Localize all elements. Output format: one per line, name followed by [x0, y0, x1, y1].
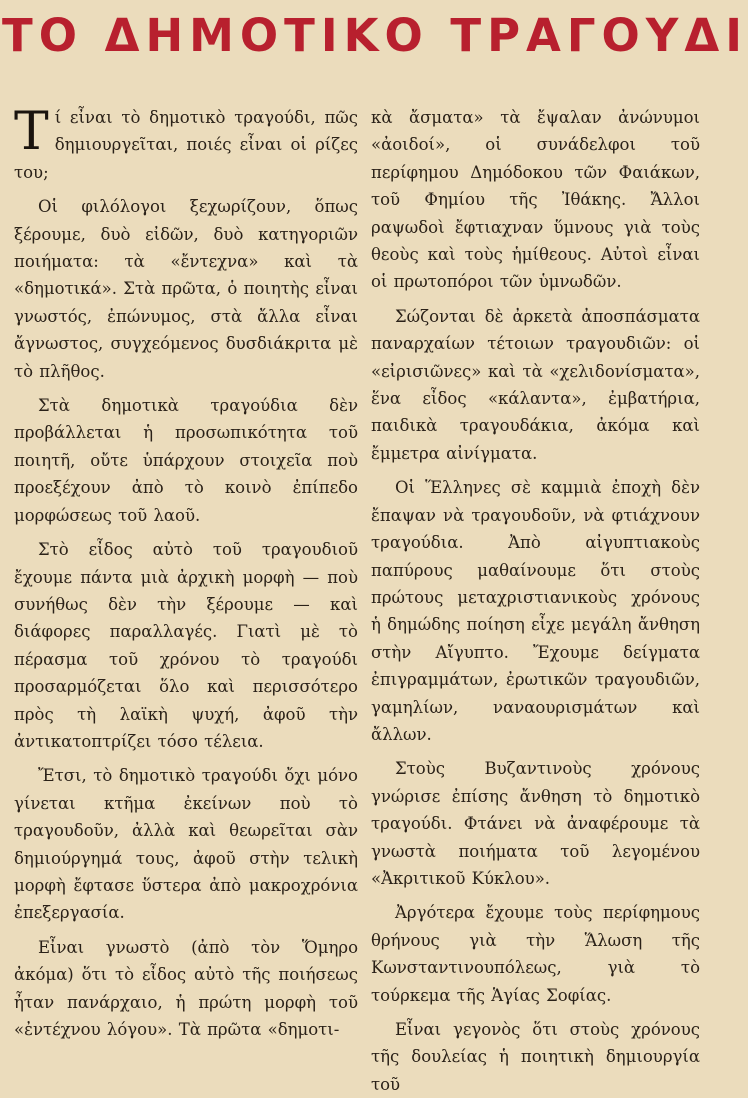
article-paragraph: Ἔτσι, τὸ δημοτικὸ τραγούδι ὄχι μόνο γίνεται κτῆμα ἐκείνων ποὺ τὸ τραγουδοῦν, ἀλλὰ καὶ θεωρεῖται σὰν δημιούργημά τους, ἀφοῦ στὴν τελικὴ μορφὴ ἔφτασε ὕστερα ἀπὸ μακροχρόνια ἐπεξεργασία.: [14, 766, 358, 923]
article-body: [0, 102, 700, 1094]
article-paragraph: Στοὺς Βυζαντινοὺς χρόνους γνώρισε ἐπίσης ἄνθηση τὸ δημοτικὸ τραγούδι. Φτάνει νὰ ἀναφέρουμε τὰ γνωστὰ ποιήματα τοῦ λεγομένου «Ἀκριτικοῦ Κύκλου».: [371, 759, 700, 888]
article-paragraph: [14, 104, 358, 186]
article-paragraph: Οἱ Ἕλληνες σὲ καμμιὰ ἐποχὴ δὲν ἔπαψαν νὰ τραγουδοῦν, νὰ φτιάχνουν τραγούδια. Ἀπὸ αἰγυπτιακοὺς παπύρους μαθαίνουμε ὅτι στοὺς πρώτους μεταχριστιανικοὺς χρόνους ἡ δημώδης ποίηση εἶχε μεγάλη ἄνθηση στὴν Αἴγυπτο. Ἔχουμε δείγματα ἐπιγραμμάτων, ἐρωτικῶν τραγουδιῶν, γαμηλίων, ναναουρισμάτων καὶ ἄλλων.: [371, 478, 700, 744]
page-title: ΤΟ ΔΗΜΟΤΙΚΟ ΤΡΑΓΟΥΔΙ: [2, 9, 748, 62]
paragraph-text: ί εἶναι τὸ δημοτικὸ τραγούδι, πῶς δημιουργεῖται, ποιές εἶναι οἱ ρίζες του;: [14, 108, 358, 182]
article-column-right: [371, 104, 700, 1094]
article-paragraph: Σώζονται δὲ ἀρκετὰ ἀποσπάσματα παναρχαίων τέτοιων τραγουδιῶν: οἱ «εἰρισιῶνες» καὶ τὰ «χελιδονίσματα», ἕνα εἶδος «κάλαντα», ἐμβατήρια, παιδικὰ τραγουδάκια, ἀκόμα καὶ ἔμμετρα αἰνίγματα.: [371, 306, 700, 463]
article-paragraph: Στὸ εἶδος αὐτὸ τοῦ τραγουδιοῦ ἔχουμε πάντα μιὰ ἀρχικὴ μορφὴ — ποὺ συνήθως δὲν τὴν ξέρουμε — καὶ διάφορες παραλλαγές. Γιατὶ μὲ τὸ πέρασμα τοῦ χρόνου τὸ τραγούδι προσαρμόζεται ὅλο καὶ περισσότερο πρὸς τὴ λαϊκὴ ψυχή, ἀφοῦ τὴν ἀντικατοπτρίζει τόσο τέλεια.: [14, 540, 358, 751]
article-paragraph: Οἱ φιλόλογοι ξεχωρίζουν, ὅπως ξέρουμε, δυὸ εἰδῶν, δυὸ κατηγοριῶν ποιήματα: τὰ «ἔντεχνα» καὶ τὰ «δημοτικά». Στὰ πρῶτα, ὁ ποιητὴς εἶναι γνωστός, ἐπώνυμος, στὰ ἄλλα εἶναι ἄγνωστος, συγχεόμενος δυσδιάκριτα μὲ τὸ πλῆθος.: [14, 197, 358, 381]
article-paragraph: Ἀργότερα ἔχουμε τοὺς περίφημους θρήνους γιὰ τὴν Ἅλωση τῆς Κωνσταντινουπόλεως, γιὰ τὸ τούρκεμα τῆς Ἁγίας Σοφίας.: [371, 903, 700, 1005]
article-paragraph: Εἶναι γεγονὸς ὅτι στοὺς χρόνους τῆς δουλείας ἡ ποιητικὴ δημιουργία τοῦ: [371, 1020, 700, 1094]
drop-cap: Τ: [14, 102, 49, 162]
article-paragraph: Εἶναι γνωστὸ (ἀπὸ τὸν Ὅμηρο ἀκόμα) ὅτι τὸ εἶδος αὐτὸ τῆς ποιήσεως ἦταν πανάρχαιο, ἡ πρώτη μορφὴ τοῦ «ἐντέχνου λόγου». Τὰ πρῶτα «δημοτι-: [14, 937, 358, 1039]
article-column-left: [14, 102, 358, 1039]
article-paragraph: κὰ ἄσματα» τὰ ἔψαλαν ἀνώνυμοι «ἀοιδοί», οἱ συνάδελφοι τοῦ περίφημου Δημόδοκου τῶν Φαιάκων, τοῦ Φημίου τῆς Ἰθάκης. Ἄλλοι ραψωδοὶ ἔφτιαχναν ὕμνους γιὰ τοὺς θεοὺς καὶ τοὺς ἡμίθεους. Αὐτοὶ εἶναι οἱ πρωτοπόροι τῶν ὑμνωδῶν.: [371, 108, 700, 292]
article-paragraph: Στὰ δημοτικὰ τραγούδια δὲν προβάλλεται ἡ προσωπικότητα τοῦ ποιητῆ, οὔτε ὑπάρχουν στοιχεῖα ποὺ προεξέχουν ἀπὸ τὸ κοινὸ ἐπίπεδο μορφώσεως τοῦ λαοῦ.: [14, 396, 358, 525]
